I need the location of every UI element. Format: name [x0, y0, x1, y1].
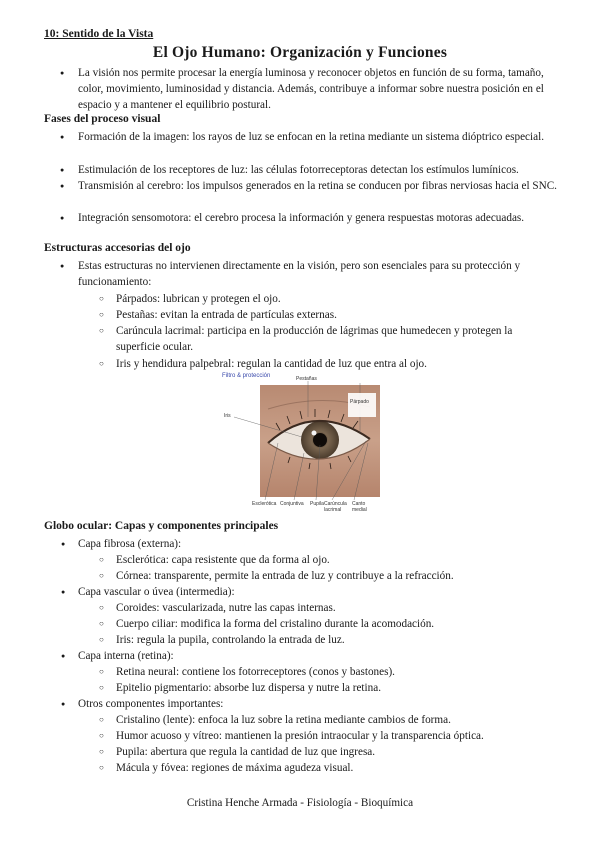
eye-illustration — [220, 373, 380, 513]
figure-label-left: Iris — [224, 413, 231, 419]
figure-label-top: Pestañas — [296, 376, 317, 382]
otros-componentes: ● Otros componentes importantes: — [78, 696, 558, 712]
vascular-item-1: ○ Coroides: vascularizada, nutre las capas internas. — [116, 600, 556, 616]
fases-item-4: ● Integración sensomotora: el cerebro procesa la información y genera respuestas motoras adecuadas. — [78, 210, 558, 226]
figure-label-bottom-5: Canto medial — [352, 501, 367, 513]
fases-item-2: ● Estimulación de los receptores de luz: las células fotorreceptoras detectan los estímulos lumínicos. — [78, 162, 558, 178]
fases-item-1: ● Formación de la imagen: los rayos de luz se enfocan en la retina mediante un sistema dióptrico especial. — [78, 129, 558, 145]
otros-item-2: ○ Humor acuoso y vítreo: mantienen la presión intraocular y la transparencia óptica. — [116, 728, 556, 744]
intro-bullet: ● La visión nos permite procesar la energía luminosa y reconocer objetos en función de su forma, tamaño, color, movimiento, luminosidad y distancia. Además, contribuye a informar sobre nuestra posición en el espacio y a mantener el equilibrio postural. — [78, 65, 558, 114]
page-footer: Cristina Henche Armada - Fisiología - Bioquímica — [186, 797, 414, 809]
accesorias-item-2: ○ Pestañas: evitan la entrada de partículas externas. — [116, 307, 556, 323]
figure-label-bottom-3: Pupila — [310, 501, 324, 507]
interna-item-2: ○ Epitelio pigmentario: absorbe luz dispersa y nutre la retina. — [116, 680, 556, 696]
capa-interna: ● Capa interna (retina): — [78, 648, 558, 664]
capa-vascular: ● Capa vascular o úvea (intermedia): — [78, 584, 558, 600]
fibrosa-item-2: ○ Córnea: transparente, permite la entrada de luz y contribuye a la refracción. — [116, 568, 556, 584]
interna-item-1: ○ Retina neural: contiene los fotorreceptores (conos y bastones). — [116, 664, 556, 680]
figure-caption: Filtro & protección — [222, 373, 271, 379]
figure-label-bottom-4: Carúncula lacrimal — [324, 501, 347, 513]
globo-heading: Globo ocular: Capas y componentes principales — [44, 520, 279, 532]
accesorias-heading: Estructuras accesorias del ojo — [44, 242, 191, 254]
figure-label-bottom-2: Conjuntiva — [280, 501, 304, 507]
capa-fibrosa: ● Capa fibrosa (externa): — [78, 536, 558, 552]
fases-item-3: ● Transmisión al cerebro: los impulsos generados en la retina se conducen por fibras nerviosas hacia el SNC. — [78, 178, 558, 194]
accesorias-item-1: ○ Párpados: lubrican y protegen el ojo. — [116, 291, 556, 307]
accesorias-item-4: ○ Iris y hendidura palpebral: regulan la cantidad de luz que entra al ojo. — [116, 356, 556, 372]
page-title: El Ojo Humano: Organización y Funciones — [152, 44, 448, 61]
otros-item-4: ○ Mácula y fóvea: regiones de máxima agudeza visual. — [116, 760, 556, 776]
figure-label-right: Párpado — [350, 399, 369, 405]
vascular-item-3: ○ Iris: regula la pupila, controlando la entrada de luz. — [116, 632, 556, 648]
fibrosa-item-1: ○ Esclerótica: capa resistente que da forma al ojo. — [116, 552, 556, 568]
otros-item-1: ○ Cristalino (lente): enfoca la luz sobre la retina mediante cambios de forma. — [116, 712, 556, 728]
otros-item-3: ○ Pupila: abertura que regula la cantidad de luz que ingresa. — [116, 744, 556, 760]
eye-figure — [220, 373, 380, 513]
figure-label-bottom-1: Esclerótica — [252, 501, 277, 507]
accesorias-intro: ● Estas estructuras no intervienen directamente en la visión, pero son esenciales para su protección y funcionamiento: — [78, 258, 558, 290]
fases-heading: Fases del proceso visual — [44, 113, 161, 125]
accesorias-item-3: ○ Carúncula lacrimal: participa en la producción de lágrimas que humedecen y protegen la superficie ocular. — [116, 323, 556, 355]
topic-heading: 10: Sentido de la Vista — [44, 28, 154, 40]
vascular-item-2: ○ Cuerpo ciliar: modifica la forma del cristalino durante la acomodación. — [116, 616, 556, 632]
